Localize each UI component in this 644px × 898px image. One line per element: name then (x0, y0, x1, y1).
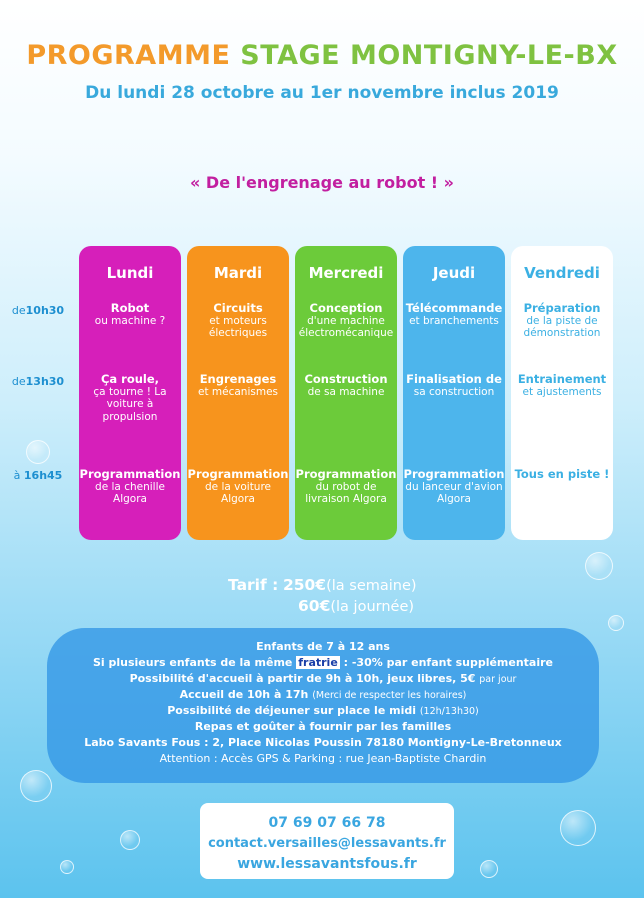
slot-afternoon (511, 373, 613, 398)
tarif-week-price: 250€ (282, 576, 327, 594)
accueil-libre-note: par jour (479, 674, 517, 685)
accueil-text: Accueil de 10h à 17h (179, 688, 309, 701)
tarif-week-note: (la semaine) (326, 578, 417, 594)
slot-end (187, 468, 289, 506)
bubble-decoration (20, 770, 52, 802)
day-name: Mercredi (308, 264, 384, 282)
day-column-vendredi (511, 246, 613, 540)
fratrie-word: fratrie (298, 656, 338, 669)
bubble-decoration (585, 552, 613, 580)
info-dejeuner (47, 704, 599, 719)
dejeuner-note: (12h/13h30) (419, 706, 479, 717)
accueil-note: (Merci de respecter les horaires) (312, 690, 467, 701)
time-value: 10h30 (25, 304, 65, 317)
contact-email[interactable]: contact.versailles@lessavants.fr (208, 836, 446, 851)
slot-end (511, 468, 613, 481)
slot-morning (403, 302, 505, 327)
info-fratrie (47, 656, 599, 670)
info-repas: Repas et goûter à fournir par les familles (194, 720, 452, 733)
slot-desc: et mécanismes (197, 385, 278, 398)
day-name: Lundi (106, 264, 154, 282)
slot-desc: de sa machine (307, 385, 385, 398)
slot-end (79, 468, 181, 506)
day-name: Vendredi (524, 264, 600, 282)
slot-afternoon (295, 373, 397, 398)
slot-title: Engrenages (199, 372, 277, 386)
bubble-decoration (60, 860, 74, 874)
slot-title: Construction (304, 372, 388, 386)
day-column-jeudi (403, 246, 505, 540)
time-value: 13h30 (25, 375, 65, 388)
info-adresse: Labo Savants Fous : 2, Place Nicolas Poussin 78180 Montigny-Le-Bretonneux (84, 736, 562, 749)
slot-title: Tous en piste ! (514, 467, 610, 481)
contact-phone[interactable]: 07 69 07 66 78 (268, 815, 386, 831)
tarif-day-price: 60€ (298, 597, 331, 615)
slot-title: Programmation (403, 467, 505, 481)
time-prefix: de (11, 304, 26, 317)
time-label-morning (6, 304, 70, 317)
day-name: Mardi (213, 264, 263, 282)
slot-morning (511, 302, 613, 340)
bubble-decoration (480, 860, 498, 878)
bubble-decoration (120, 830, 140, 850)
slot-desc: de la voiture Algora (204, 480, 272, 505)
slot-title: Circuits (213, 301, 263, 315)
time-prefix: à (13, 469, 24, 482)
info-box (47, 628, 599, 783)
tarif-week (228, 576, 417, 594)
slot-afternoon (187, 373, 289, 398)
fratrie-post: : -30% par enfant supplémentaire (343, 656, 554, 669)
contact-website[interactable]: www.lessavantsfous.fr (237, 856, 417, 872)
slot-desc: de la piste de démonstration (523, 314, 601, 339)
fratrie-pre: Si plusieurs enfants de la même (92, 656, 293, 669)
title-stage: STAGE MONTIGNY-LE-BX (240, 40, 618, 71)
info-age: Enfants de 7 à 12 ans (256, 640, 390, 653)
slot-end (403, 468, 505, 506)
slot-desc: de la chenille Algora (95, 480, 165, 505)
slot-title: Télécommande (405, 301, 503, 315)
time-label-end (6, 469, 70, 482)
slot-title: Programmation (295, 467, 397, 481)
slot-title: Conception (309, 301, 383, 315)
slot-desc: d'une machine électromécanique (298, 314, 394, 339)
slot-desc: ça tourne ! La voiture à propulsion (93, 385, 167, 423)
slot-title: Préparation (523, 301, 601, 315)
day-column-mardi (187, 246, 289, 540)
info-accueil (47, 688, 599, 703)
slot-afternoon (403, 373, 505, 398)
slot-desc: ou machine ? (94, 314, 166, 327)
slot-desc: et moteurs électriques (208, 314, 268, 339)
tarif-day (298, 597, 414, 615)
slot-end (295, 468, 397, 506)
slot-title: Entrainement (517, 372, 607, 386)
slot-title: Programmation (187, 467, 289, 481)
time-value: 16h45 (23, 469, 63, 482)
slot-desc: et ajustements (522, 385, 602, 398)
contact-box (200, 803, 454, 879)
slot-title: Robot (110, 301, 150, 315)
bubble-decoration (608, 615, 624, 631)
slot-title: Ça roule, (100, 372, 160, 386)
theme-title: « De l'engrenage au robot ! » (190, 173, 454, 192)
title-programme: PROGRAMME (26, 40, 231, 71)
info-accueil-libre (47, 672, 599, 687)
bubble-decoration (26, 440, 50, 464)
day-column-mercredi (295, 246, 397, 540)
info-acces: Attention : Accès GPS & Parking : rue Jean-Baptiste Chardin (159, 752, 487, 765)
slot-morning (79, 302, 181, 327)
slot-morning (187, 302, 289, 340)
day-column-lundi (79, 246, 181, 540)
date-range: Du lundi 28 octobre au 1er novembre inclus 2019 (85, 83, 559, 103)
slot-title: Programmation (79, 467, 181, 481)
day-name: Jeudi (432, 264, 476, 282)
tarif-label: Tarif : (228, 576, 279, 594)
slot-title: Finalisation de (406, 372, 502, 386)
slot-desc: et branchements (409, 314, 499, 327)
slot-afternoon (79, 373, 181, 423)
time-prefix: de (11, 375, 26, 388)
bubble-decoration (560, 810, 596, 846)
tarif-day-note: (la journée) (330, 599, 415, 615)
page-title (0, 40, 644, 71)
dejeuner-text: Possibilité de déjeuner sur place le midi (167, 704, 416, 717)
slot-desc: sa construction (413, 385, 495, 398)
slot-desc: du lanceur d'avion Algora (405, 480, 503, 505)
slot-morning (295, 302, 397, 340)
accueil-libre-text: Possibilité d'accueil à partir de 9h à 10h, jeux libres, 5€ (129, 672, 476, 685)
time-label-afternoon (6, 375, 70, 388)
slot-desc: du robot de livraison Algora (305, 480, 387, 505)
